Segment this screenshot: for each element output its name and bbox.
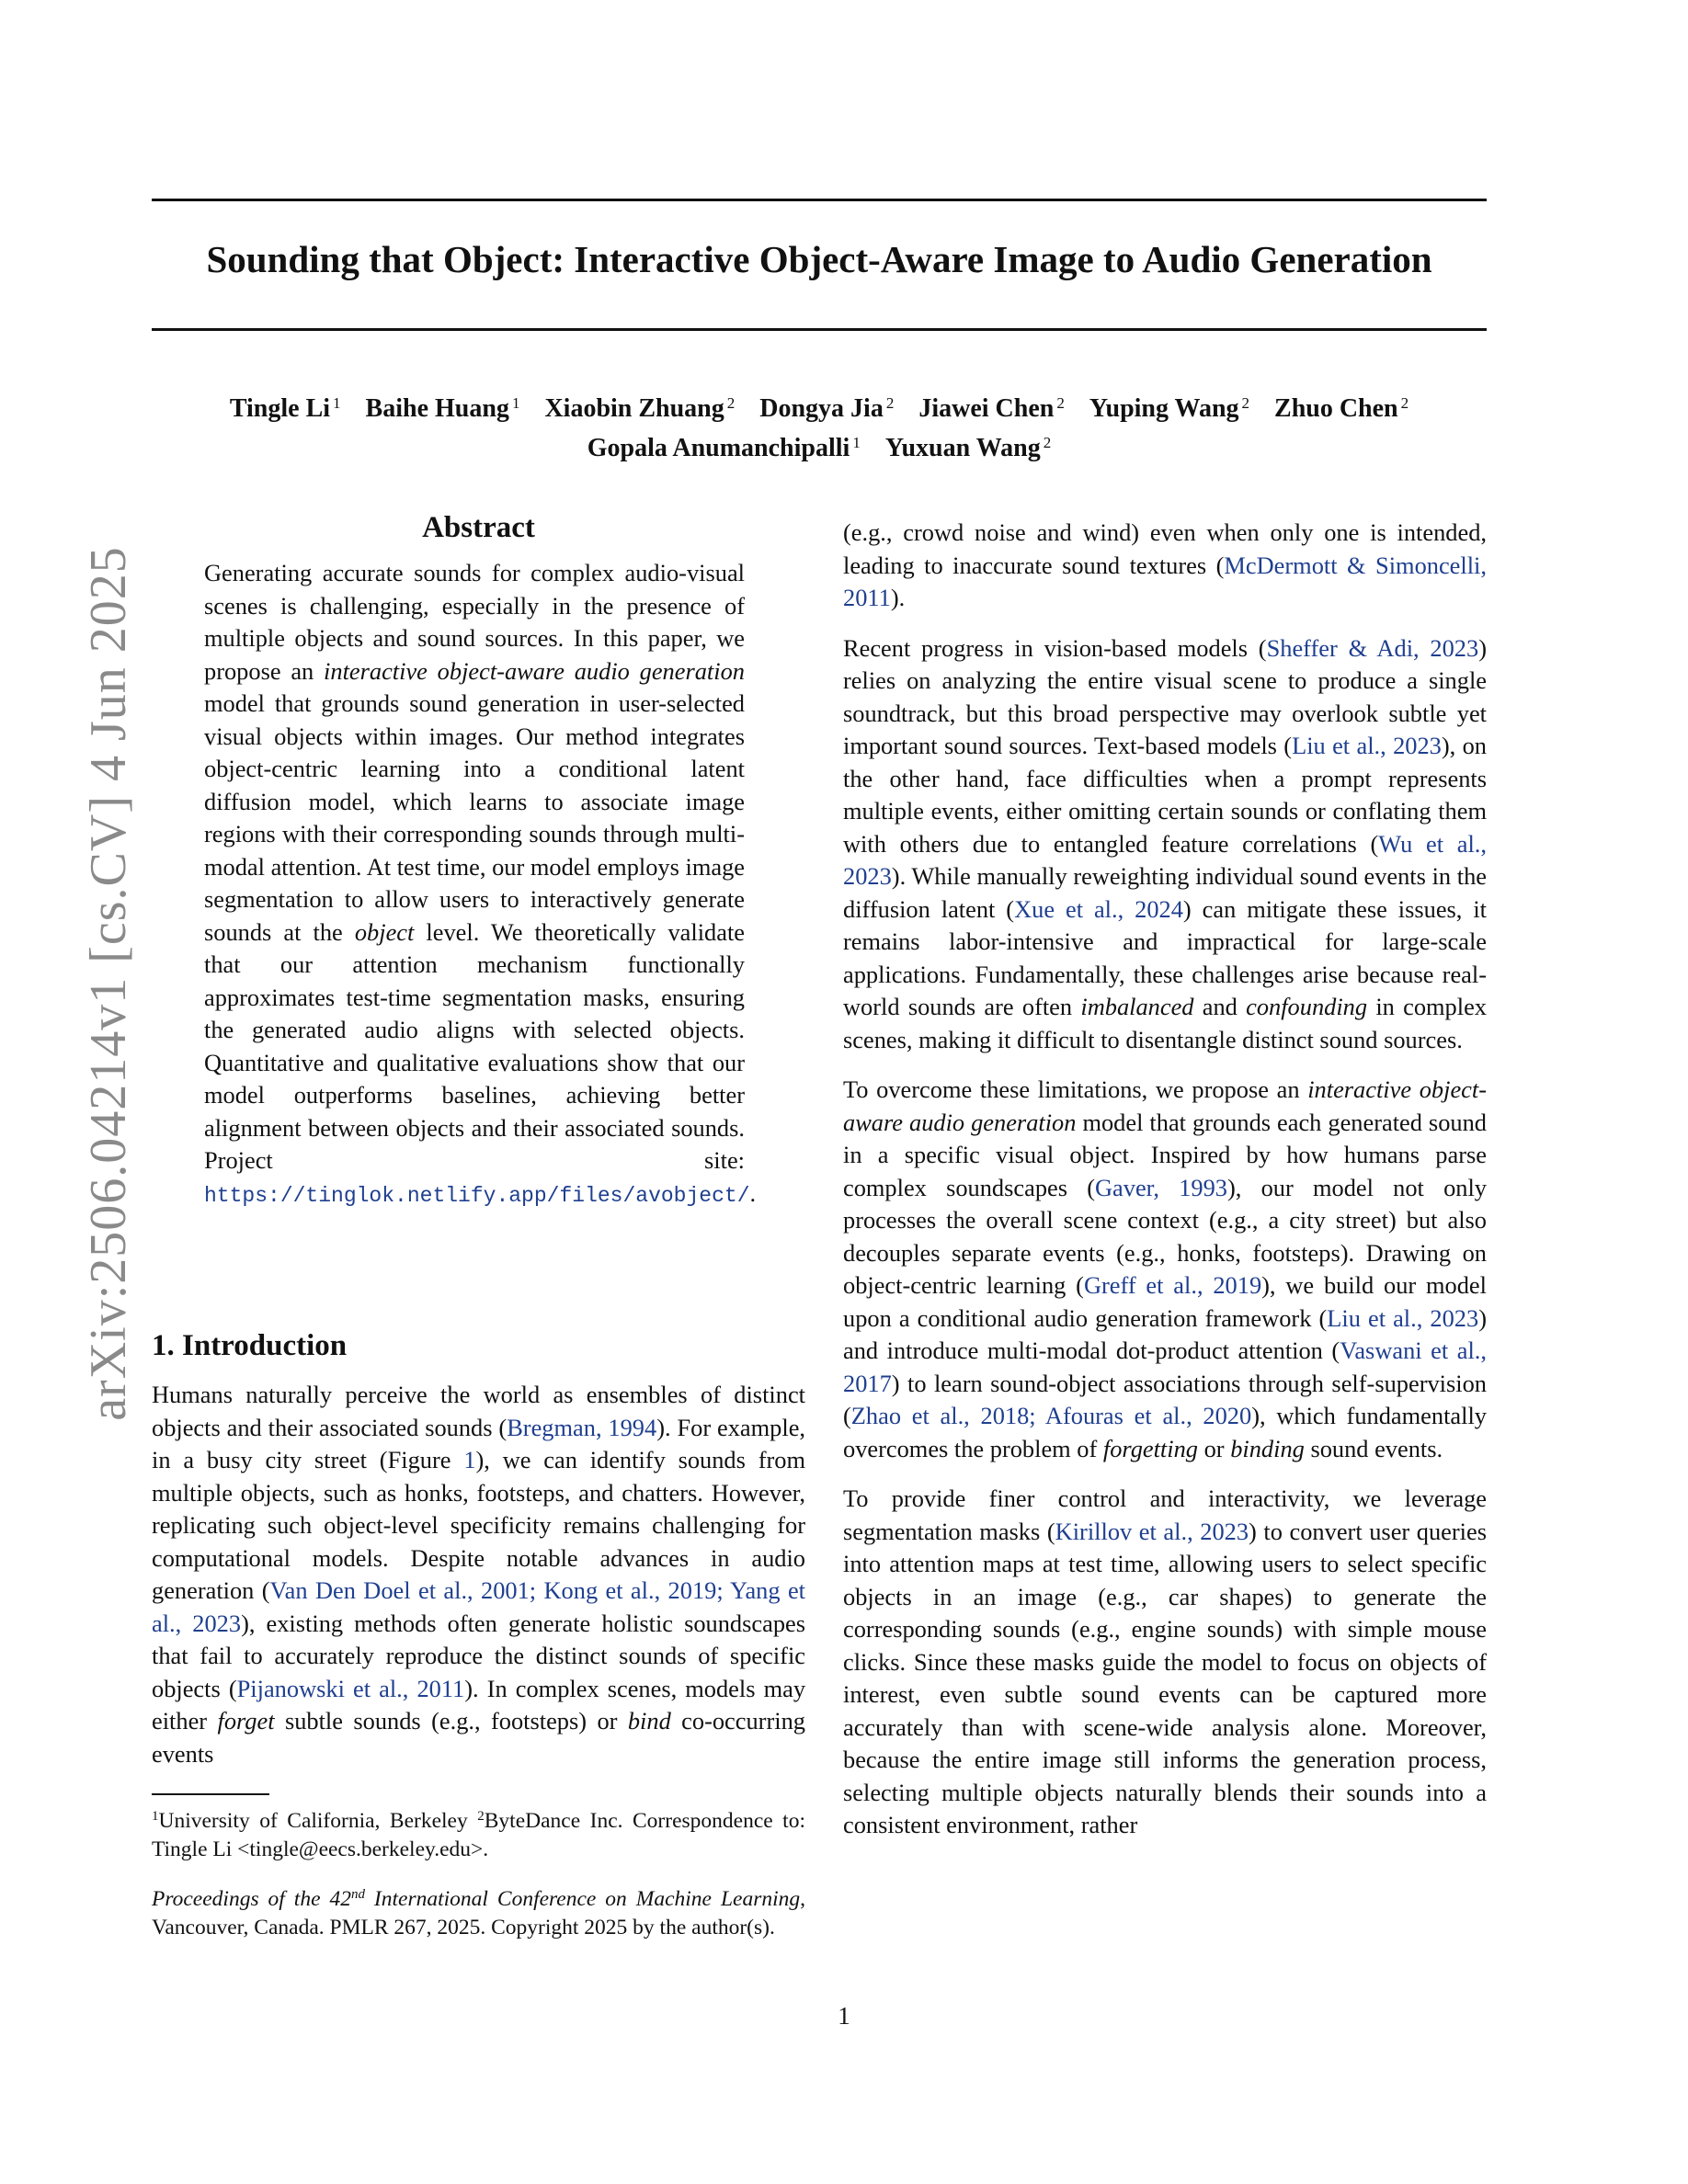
paragraph: To overcome these limitations, we propose an interactive object-aware audio generation model that grounds each generated sound in a specific visual object. Inspired by how humans parse complex soundscapes (Gaver, 1993), our model not only processes the overall scene context (e.g., a city street) but also decouples separate events (e.g., honks, footsteps). Drawing on object-centric learning (Greff et al., 2019), we build our model upon a conditional audio generation framework (Liu et al., 2023) and introduce multi-modal dot-product attention (Vaswani et al., 2017) to learn sound-object associations through self-supervision (Zhao et al., 2018; Afouras et al., 2020), which fundamentally overcomes the problem of forgetting or binding sound events. [843,1075,1487,1462]
citation-link[interactable]: Bregman, 1994 [507,1413,657,1441]
author: Dongya Jia $^2$ [759,394,895,423]
footnote-rule [152,1793,269,1795]
citation-link[interactable]: Xue et al., 2024 [1014,894,1183,923]
author: Gopala Anumanchipalli $^1$ [587,434,861,462]
title-rule-bottom [152,328,1487,331]
author-line-1 [152,386,1487,426]
author: Zhuo Chen $^2$ [1274,394,1409,423]
section-heading: 1. Introduction [152,1329,348,1362]
project-link[interactable]: https://tinglok.netlify.app/files/avobject/ [204,1183,750,1208]
author-list [152,386,1487,465]
citation-link[interactable]: Wu et al., 2023 [843,829,1487,890]
citation-link[interactable]: Vaswani et al., 2017 [843,1337,1487,1397]
author: Tingle Li $^1$ [229,394,341,423]
paragraph: To provide finer control and interactivity, we leverage segmentation masks (Kirillov et al., 2023) to convert user queries into attention maps at test time, allowing users to select specific objects in an image (e.g., car shapes) to generate the corresponding sounds (e.g., engine sounds) with simple mouse clicks. Since these masks guide the model to focus on objects of interest, even subtle sound events can be captured more accurately than with scene-wide analysis alone. Moreover, because the entire image still informs the generation process, selecting multiple objects naturally blends their sounds into a consistent environment, rather [843,1484,1487,1838]
citation-link[interactable]: McDermott & Simoncelli, 2011 [843,551,1487,611]
paper-title: Sounding that Object: Interactive Object-Aware Image to Audio Generation [206,238,1432,280]
citation-link[interactable]: Greff et al., 2019 [1083,1271,1262,1299]
author: Baihe Huang $^1$ [365,394,520,423]
author: Yuping Wang $^2$ [1089,394,1250,423]
citation-link[interactable]: Gaver, 1993 [1095,1173,1227,1201]
right-column [843,517,1487,1842]
citation-link[interactable]: Pijanowski et al., 2011 [236,1674,465,1702]
citation-link[interactable]: Kirillov et al., 2023 [1055,1517,1249,1545]
page-number: 1 [838,2002,850,2030]
footnote: $^1$University of California, Berkeley $^2$ByteDance Inc. Correspondence to: Tingle Li <tingle@eecs.berkeley.edu>. [152,1809,805,1861]
author: Jiawei Chen $^2$ [918,394,1065,423]
proceedings-note: Proceedings of the 42nd International Conference on Machine Learning, Vancouver, Canada. PMLR 267, 2025. Copyright 2025 by the author(s). [152,1887,805,1939]
citation-link[interactable]: Sheffer & Adi, 2023 [1266,633,1479,662]
citation-link[interactable]: Van Den Doel et al., 2001; Kong et al., 2019; Yang et al., 2023 [152,1576,805,1637]
author: Xiaobin Zhuang $^2$ [544,394,736,423]
author: Yuxuan Wang $^2$ [884,434,1052,462]
title-rule-top [152,199,1487,201]
abstract-text: Generating accurate sounds for complex audio-visual scenes is challenging, especially in the presence of multiple objects and sound sources. In this paper, we propose an interactive object-aware audio generation model that grounds sound generation in user-selected visual objects within images. Our method integrates object-centric learning into a conditional latent diffusion model, which learns to associate image regions with their corresponding sounds through multi-modal attention. At test time, our model employs image segmentation to allow users to interactively generate sounds at the object level. We theoretically validate that our attention mechanism functionally approximates test-time segmentation masks, ensuring the generated audio aligns with selected objects. Quantitative and qualitative evaluations show that our model outperforms baselines, achieving better alignment between objects and their associated sounds. Project site: https://tinglok.netlify.app/files/avobject/. [204,559,757,1208]
citation-link[interactable]: Zhao et al., 2018; Afouras et al., 2020 [850,1402,1252,1429]
paragraph: Recent progress in vision-based models (Sheffer & Adi, 2023) relies on analyzing the entire visual scene to produce a single soundtrack, but this broad perspective may overlook subtle yet important sound sources. Text-based models (Liu et al., 2023), on the other hand, face difficulties when a prompt represents multiple events, either omitting certain sounds or conflating them with others due to entangled feature correlations (Wu et al., 2023). While manually reweighting individual sound events in the diffusion latent (Xue et al., 2024) can mitigate these issues, it remains labor-intensive and impractical for large-scale applications. Fundamentally, these challenges arise because real-world sounds are often imbalanced and confounding in complex scenes, making it difficult to disentangle distinct sound sources. [843,633,1488,1053]
intro-column [152,1379,805,1770]
citation-link[interactable]: Liu et al., 2023 [1292,732,1442,759]
paragraph: (e.g., crowd noise and wind) even when only one is intended, leading to inaccurate sound textures (McDermott & Simoncelli, 2011). [843,518,1487,611]
paragraph: Humans naturally perceive the world as ensembles of distinct objects and their associated sounds (Bregman, 1994). For example, in a busy city street (Figure 1), we can identify sounds from multiple objects, such as honks, footsteps, and chatters. However, replicating such object-level specificity remains challenging for computational models. Despite notable advances in audio generation (Van Den Doel et al., 2001; Kong et al., 2019; Yang et al., 2023), existing methods often generate holistic soundscapes that fail to accurately reproduce the distinct sounds of specific objects (Pijanowski et al., 2011). In complex scenes, models may either forget subtle sounds (e.g., footsteps) or bind co-occurring events [152,1381,806,1768]
abstract-heading: Abstract [422,511,535,544]
figure-link[interactable]: 1 [463,1446,476,1473]
citation-link[interactable]: Liu et al., 2023 [1327,1303,1479,1332]
author-line-2 [152,426,1487,465]
arxiv-stamp: arXiv:2506.04214v1 [cs.CV] 4 Jun 2025 [80,546,137,1421]
